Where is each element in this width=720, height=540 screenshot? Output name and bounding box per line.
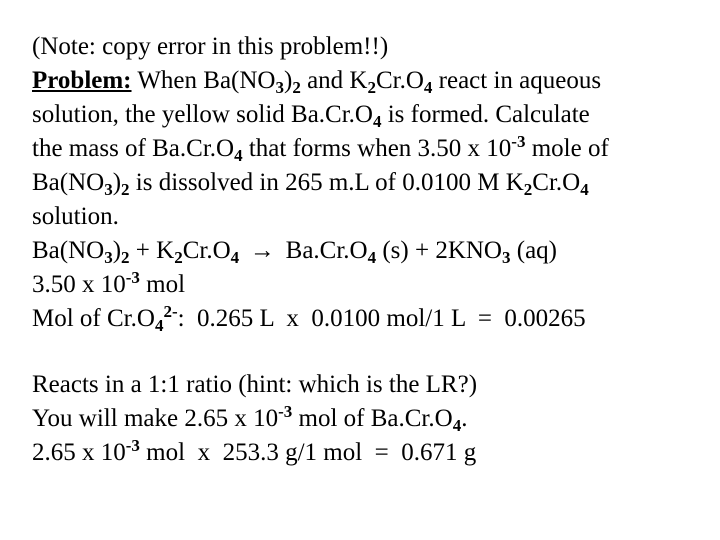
make-moles-line: You will make 2.65 x $10^{-3}$ mol of $Ba.Cr.O_4$.	[32, 402, 468, 435]
mol-cro4-line: Mol of $Cr.O_4^{2-}$: 0.265 L x 0.0100 mol/1 L = 0.00265	[32, 302, 586, 335]
problem-line-2: solution, the yellow solid $Ba.Cr.O_4$ is formed. Calculate	[32, 101, 590, 131]
equation-line: $Ba(NO_3)_2 + K_2Cr.O_4 \to Ba.Cr.O_4$ $(s) + 2KNO_3$ (aq)	[32, 234, 557, 268]
note-line: (Note: copy error in this problem!!)	[32, 33, 389, 60]
problem-heading: Problem:	[32, 67, 132, 94]
problem-line-1: Problem: When $Ba(NO_3)_2$ and $K_2Cr.O_4$ react in aqueous	[32, 67, 602, 97]
problem-line-3: the mass of $Ba.Cr.O_4$ that forms when 3.50 x $10^{-3}$ mole of	[32, 132, 609, 165]
reaction-arrow-icon: →	[249, 237, 275, 264]
problem-line-5: solution.	[32, 203, 119, 230]
ratio-line: Reacts in a 1:1 ratio (hint: which is the LR?)	[32, 371, 478, 398]
given-moles-line: 3.50 x $10^{-3}$ mol	[32, 268, 186, 298]
mass-result-line: 2.65 x $10^{-3}$ mol x 253.3 g/1 mol = 0.671 g	[32, 436, 477, 466]
problem-line-4: $Ba(NO_3)_2$ is dissolved in 265 m.L of 0.0100 M $K_2Cr.O_4$	[32, 169, 589, 199]
